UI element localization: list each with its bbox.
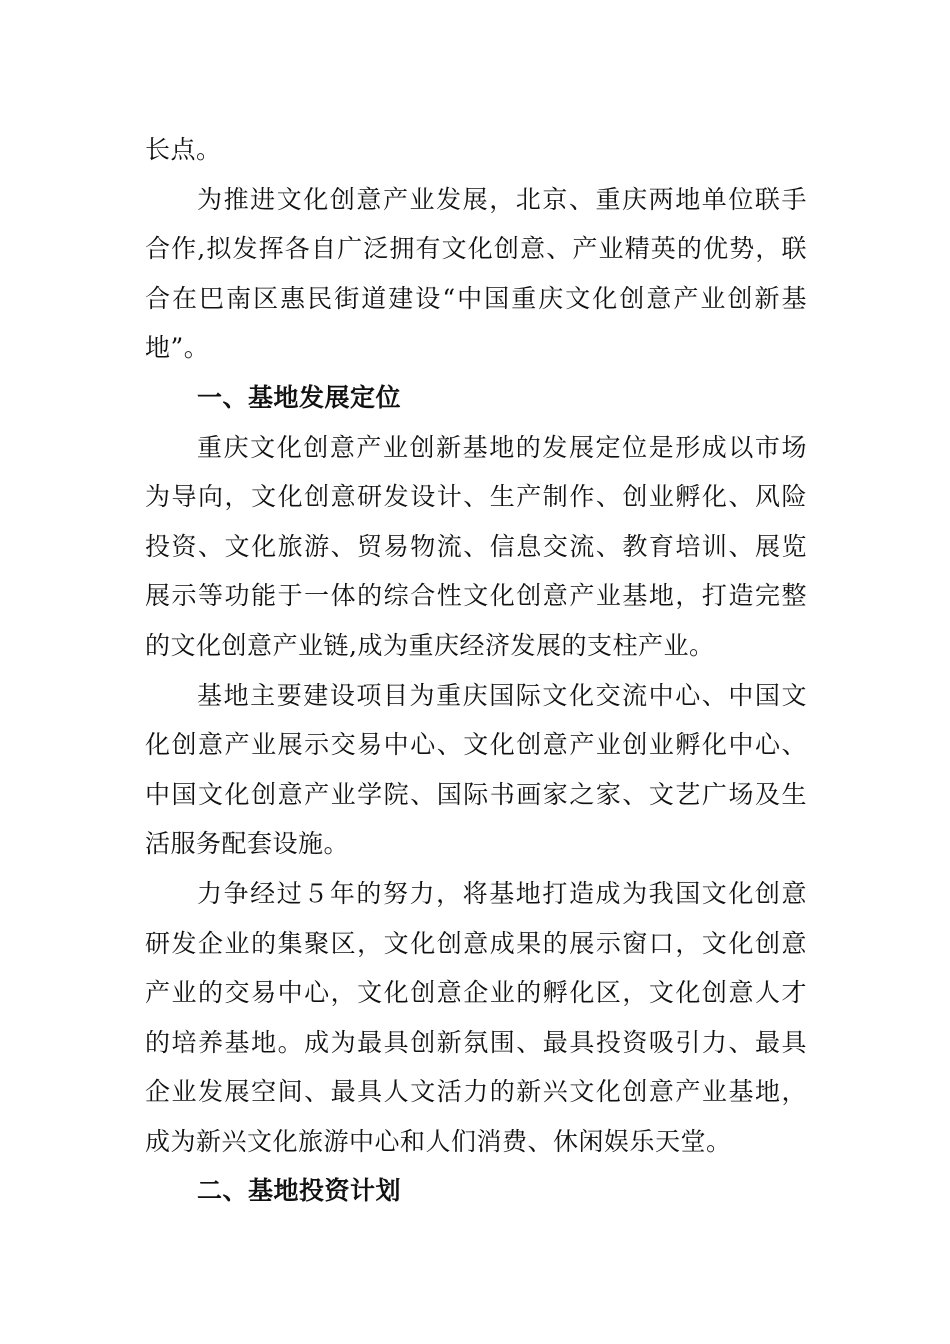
section-heading-positioning: 一、基地发展定位 — [197, 382, 402, 412]
document-page — [145, 125, 807, 1216]
paragraph-goals: 力争经过５年的努力，将基地打造成为我国文化创意研发企业的集聚区，文化创意成果的展示窗口，文化创意产业的交易中心，文化创意企业的孵化区，文化创意人才的培养基地。成为最具创新氛围、最具投资吸引力、最具企业发展空间、最具人文活力的新兴文化创意产业基地，成为新兴文化旅游中心和人们消费、休闲娱乐天堂。 — [145, 878, 807, 1156]
paragraph-continuation: 长点。 — [145, 135, 222, 164]
paragraph-intro: 为推进文化创意产业发展，北京、重庆两地单位联手合作,拟发挥各自广泛拥有文化创意、产业精英的优势，联合在巴南区惠民街道建设“中国重庆文化创意产业创新基地”。 — [145, 184, 807, 363]
paragraph-projects: 基地主要建设项目为重庆国际文化交流中心、中国文化创意产业展示交易中心、文化创意产业创业孵化中心、中国文化创意产业学院、国际书画家之家、文艺广场及生活服务配套设施。 — [145, 680, 807, 859]
section-heading-investment: 二、基地投资计划 — [197, 1176, 402, 1206]
paragraph-positioning: 重庆文化创意产业创新基地的发展定位是形成以市场为导向，文化创意研发设计、生产制作、创业孵化、风险投资、文化旅游、贸易物流、信息交流、教育培训、展览展示等功能于一体的综合性文化创意产业基地，打造完整的文化创意产业链,成为重庆经济发展的支柱产业。 — [145, 432, 807, 660]
